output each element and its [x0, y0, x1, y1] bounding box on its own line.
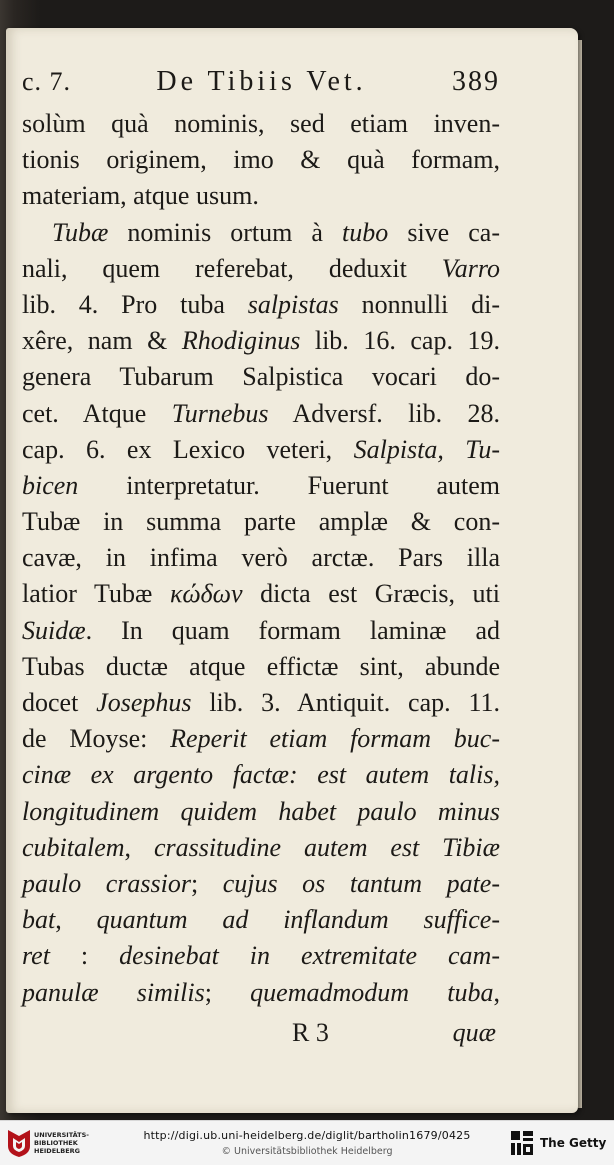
- text-line: [22, 830, 500, 866]
- italic-run: quantum ad inflandum suffice-: [96, 905, 500, 935]
- text-run: nali, quem referebat, deduxit: [22, 253, 442, 283]
- text-line: [22, 576, 500, 612]
- italic-run: bat: [22, 905, 56, 935]
- text-run: nominis ortum à: [108, 217, 343, 247]
- permalink-url[interactable]: http://digi.ub.uni-heidelberg.de/diglit/bartholin1679/0425: [143, 1129, 471, 1142]
- page-edge: [578, 40, 582, 1108]
- italic-run: panulæ similis: [22, 977, 205, 1007]
- text-line: [22, 468, 500, 504]
- italic-run: paulo crassior: [22, 868, 191, 898]
- text-line: [22, 685, 500, 721]
- chapter-ref: c. 7.: [22, 67, 72, 96]
- text-run: cap. 6. ex Lexico veteri,: [22, 434, 354, 464]
- text-line: [22, 287, 500, 323]
- text-run: Tubas ductæ atque effictæ sint, abunde: [22, 651, 500, 681]
- text-run: ,: [124, 832, 154, 862]
- partner-name: The Getty: [540, 1136, 607, 1150]
- italic-run: Salpista, Tu-: [353, 434, 500, 464]
- italic-run: cinæ ex argento factæ: est autem talis,: [22, 760, 500, 790]
- text-run: interpretatur. Fuerunt autem: [78, 470, 500, 500]
- running-head: [22, 66, 500, 106]
- text-run: xêre, nam &: [22, 326, 182, 356]
- text-line: [22, 396, 500, 432]
- text-run: genera Tubarum Salpistica vocari do-: [22, 362, 500, 392]
- text-run: dicta est Græcis, uti: [242, 579, 500, 609]
- text-line: [22, 215, 500, 251]
- text-line: [22, 938, 500, 974]
- italic-run: salpistas: [247, 289, 339, 319]
- catchword: quæ: [452, 1017, 496, 1047]
- text-line: [22, 613, 500, 649]
- text-run: docet: [22, 688, 97, 717]
- italic-run: bicen: [22, 470, 79, 500]
- italic-run: κώδων: [169, 579, 243, 609]
- text-run: cet. Atque: [22, 398, 172, 428]
- text-line: [22, 106, 500, 142]
- text-line: [22, 649, 500, 685]
- text-run: lib. 4. Pro tuba: [22, 289, 248, 319]
- text-run: . In quam formam laminæ ad: [85, 615, 500, 645]
- text-line: [22, 432, 500, 468]
- text-run: lib. 3. Antiquit. cap. 11.: [191, 688, 500, 717]
- text-run: sive ca-: [388, 217, 500, 247]
- text-run: ;: [204, 977, 251, 1007]
- text-run: cavæ, in infima verò arctæ. Pars illa: [22, 543, 500, 573]
- text-line: [22, 866, 500, 902]
- text-run: de Moyse:: [22, 724, 171, 754]
- viewer-footer: [0, 1120, 614, 1165]
- text-line: [22, 902, 500, 938]
- italic-run: Rhodiginus: [181, 326, 301, 356]
- italic-run: desinebat in extremitate cam-: [119, 941, 500, 971]
- catchline: [22, 1015, 500, 1051]
- text-run: Adversf. lib. 28.: [268, 398, 500, 428]
- text-run: Tubæ in summa parte amplæ & con-: [22, 507, 500, 537]
- text-run: ,: [55, 905, 97, 935]
- text-run: ;: [191, 868, 223, 898]
- italic-run: Turnebus: [171, 398, 269, 428]
- getty-mark-icon: [510, 1130, 534, 1156]
- italic-run: cujus os tantum pate-: [222, 868, 500, 898]
- page-number: 389: [452, 66, 500, 97]
- text-line: [22, 975, 500, 1011]
- italic-run: crassitudine autem est Tibiæ: [153, 832, 500, 862]
- text-line: [22, 359, 500, 395]
- italic-run: Suidæ: [22, 615, 86, 645]
- copyright-notice: © Universitätsbibliothek Heidelberg: [221, 1146, 393, 1157]
- text-run: :: [49, 941, 120, 971]
- running-title: De Tibiis Vet.: [156, 66, 367, 97]
- text-run: nonnulli di-: [338, 289, 500, 319]
- text-line: [22, 757, 500, 793]
- text-line: [22, 721, 500, 757]
- text-run: lib. 16. cap. 19.: [300, 326, 501, 356]
- text-line: [22, 794, 500, 830]
- text-run: tionis originem, imo & quà formam,: [22, 145, 500, 175]
- page-text: [22, 66, 500, 1051]
- italic-run: Josephus: [96, 688, 192, 717]
- library-name: UNIVERSITÄTS- BIBLIOTHEK HEIDELBERG: [34, 1131, 89, 1155]
- italic-run: Reperit etiam formam buc-: [170, 724, 500, 754]
- text-run: latior Tubæ: [22, 579, 170, 609]
- text-line: [22, 178, 500, 214]
- text-line: [22, 504, 500, 540]
- text-run: solùm quà nominis, sed etiam inven-: [22, 109, 500, 138]
- italic-run: cubitalem: [22, 832, 125, 862]
- italic-run: Varro: [441, 253, 500, 283]
- text-line: [22, 540, 500, 576]
- text-line: [22, 323, 500, 359]
- italic-run: ret: [22, 941, 50, 971]
- italic-run: Tubæ: [52, 217, 109, 247]
- text-line: [22, 142, 500, 178]
- text-run: ,: [493, 977, 500, 1007]
- getty-logo[interactable]: [510, 1130, 608, 1156]
- italic-run: quemadmodum tuba: [250, 977, 494, 1007]
- text-line: [22, 251, 500, 287]
- signature-mark: R 3: [292, 1017, 329, 1047]
- italic-run: longitudinem quidem habet paulo minus: [22, 796, 500, 826]
- text-run: materiam, atque usum.: [22, 181, 259, 211]
- italic-run: tubo: [342, 217, 389, 247]
- body-lines: [22, 106, 500, 1011]
